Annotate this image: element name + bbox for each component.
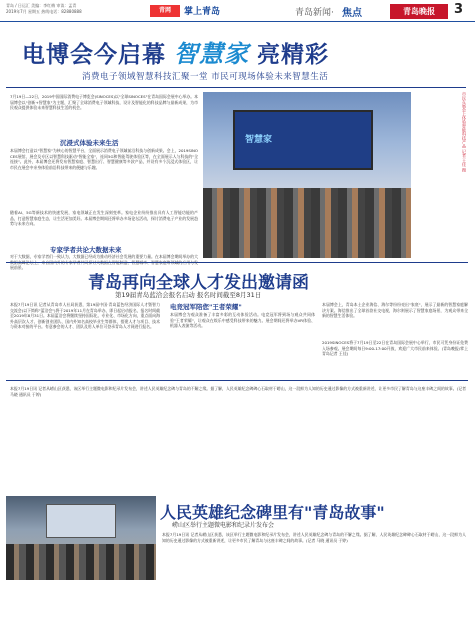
event-photo [203, 92, 411, 258]
divider [6, 87, 466, 88]
audience [6, 544, 156, 580]
story1-body: 随着AI、5G等新技术的快速发展，家电领域正在发生深刻变革。家电企业纷纷推出具有人工智能功能的产品，打造智慧家庭生态，让生活更加美好。本届博会期间还将举办多场论坛活动，探讨消费电子产业的发展趋势与未来方向。 [10, 210, 198, 227]
story1-body: 对于大数据，专家学者们一致认为，大数据已经成为推动经济社会发展的重要力量。在本届博会期间举办的大 展前景。 [10, 254, 198, 271]
crowd [203, 188, 411, 258]
story1-intro: 7月19日—22日，2019中国国际消费电子博览会(SINOCES)以"全球SINOCES"在青岛国际会展中心举办。本届博会以"创新+智慧家"为主题，汇聚了全球消费电子领域科技，设计及智能化的科技品牌与最新成果，为市民观众提供体验未来智慧科技生活的机会。 [10, 94, 198, 111]
story3-body: 本报7月19日讯 记者从崂山区获悉，该区举行主题微电影和纪录片发布会，讲述人民英雄纪念碑与青岛的不解之缘。据了解，人民英雄纪念碑碑心石取材于崂山，这一段鲜为人知的历史通过影像的方式被重新讲述，让更多市民了解青岛与这座丰碑之间的故事。(记者 马晓 通讯员 于婷) [10, 386, 466, 397]
paper-name: 青岛新闻· [295, 8, 334, 18]
channel-logo: 掌上青岛 [184, 7, 221, 17]
header-info-line: 2019年7月 星期五 热线电话：82880888 [6, 9, 82, 14]
headline-mid: 智慧家 [174, 39, 249, 68]
story2-headline: 青岛再向全球人才发出邀请函 [88, 273, 309, 293]
story1-headline [22, 34, 329, 69]
story2-body: 本报7月19日讯 记者从青岛市人社局获悉，第19届中国·青岛蓝色经济国际人才暨智力交流会(以下简称"蓝洽会")将于2019年11月在青岛举办，即日起启动报名，报名时间截至2019年8月31日。本届蓝洽会将继续坚持国际化、专业化、市场化方向，重点面向海外高层次人才、创新创业团队、国内外知名高校毕业生等群体，搭建人才与项目、技术与资本对接的平台。有意参会的人才、团队及用人单位可登录青岛人才网进行报名。 [10, 302, 160, 330]
premiere-photo [6, 496, 156, 580]
story1-body: 本届博会上，青岛本土企业海信、海尔等纷纷亮出"家底"，展示了最新的智慧家庭解决方案。海信推出了全球首款社交电视，海尔则展示了智慧家庭场景，为观众带来全新的智慧生活体验。 [322, 302, 468, 319]
story1-subhead: 电竞冠军陪您"王者荣耀" [170, 303, 242, 311]
section-title: 焦点 [342, 8, 362, 19]
stage-screen [233, 110, 373, 170]
divider [6, 262, 468, 263]
app-logo: 青网 [150, 5, 180, 17]
story2-subheadline: 第19届青岛蓝洽会报名启动 报名时间截至8月31日 [115, 291, 262, 299]
header-info-line: 青岛 / 日运汇 美编：李红梅 审读：孟青 [6, 3, 77, 8]
divider [6, 380, 468, 381]
story3-headline: 人民英雄纪念碑里有"青岛故事" [160, 503, 385, 522]
story1-subheadline: 消费电子领域智慧科技汇聚一堂 市民可现场体验未来智慧生活 [82, 72, 329, 82]
photo-caption: 市民在展会上体验智能科技产品 记者 王佳 摄 [462, 92, 467, 172]
screen-text: 智慧家 [245, 135, 273, 145]
headline-right: 亮精彩 [257, 41, 329, 68]
brand-logo: 青岛晚报 [390, 4, 448, 19]
masthead [0, 0, 475, 22]
story3-body: 本报7月19日讯 记者从崂山区获悉，该区举行主题微电影和纪录片发布会，讲述人民英雄纪念碑与青岛的不解之缘。据了解，人民英雄纪念碑碑心石取材于崂山，这一段鲜为人知的历史通过影像的方式被重新讲述，让更多市民了解青岛与这座丰碑之间的故事。(记者 马晓 通讯员 于婷) [162, 532, 466, 543]
story1-body: 本届博会为观众准备了丰富多彩的互动体验活动。电竞冠军将到场与观众共同体验"王者荣耀"，让观众在娱乐中感受科技带来的魅力。展会期间还将举办VR体验、机器人表演等活动。 [170, 312, 315, 329]
story1-subhead: 专家学者共论大数据未来 [50, 246, 122, 254]
story1-body: 2019SINOCES将于7月19日至22日在青岛国际会展中心举行，市民可凭身份证免费入场参观。展会期间每日9:00-17:00开放，欢迎广大市民前来体验。(青岛晚报/掌上青岛记者 王佳) [322, 340, 468, 357]
story1-subhead: 沉浸式体验未来生活 [60, 139, 119, 147]
header-info [6, 3, 82, 15]
projection-screen [46, 504, 116, 538]
story3-subheadline: 崂山区举行主题微电影和纪录片发布会 [172, 522, 275, 529]
page-number: 3 [454, 2, 464, 17]
story1-body: 本届博会打造以"智慧家"为核心的智慧平台，全面展示消费电子领域前沿科技与创新成果。会上，2019SINOCES展馆、展会及专区以智慧科技驱动"智能全家"，连同5G和智能驾驶体验区等，在全面展示人与科技的"全连接"。此外，本届博会还将发布智慧家庭、智慧出行、智慧健康等多款产品，并设有多个沉浸式体验区，让市民在展会中亲身体验前沿科技带来的便捷与乐趣。 [10, 148, 198, 170]
headline-left: 电博会今启幕 [22, 41, 166, 68]
